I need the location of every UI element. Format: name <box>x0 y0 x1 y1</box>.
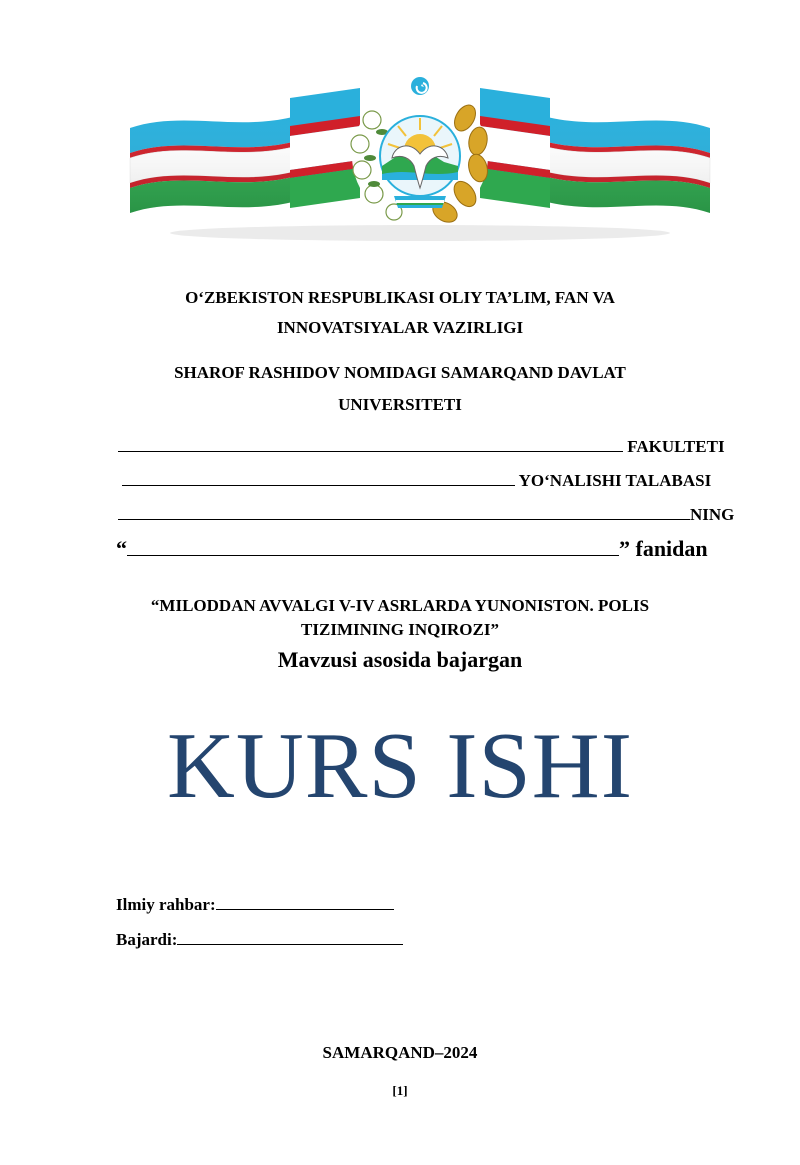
direction-field <box>122 471 742 491</box>
performer-blank-line <box>177 930 403 945</box>
state-emblem-banner <box>120 68 720 243</box>
faculty-blank-line <box>118 437 623 452</box>
page-number: [1] <box>392 1083 408 1098</box>
subject-suffix: ” fanidan <box>619 536 708 561</box>
topic-line2: TIZIMINING INQIROZI” <box>301 620 499 639</box>
subject-blank-line <box>127 539 619 556</box>
university-title-line2: UNIVERSITETI <box>338 395 462 414</box>
student-name-field <box>118 505 743 525</box>
student-name-blank-line <box>118 505 690 520</box>
faculty-label: FAKULTETI <box>627 437 725 456</box>
supervisor-label: Ilmiy rahbar: <box>116 895 216 914</box>
university-title-line1: SHAROF RASHIDOV NOMIDAGI SAMARQAND DAVLAT <box>174 363 626 382</box>
city-year: SAMARQAND–2024 <box>322 1043 478 1062</box>
ning-label: NING <box>690 505 735 524</box>
direction-blank-line <box>122 471 515 486</box>
performer-label: Bajardi: <box>116 930 178 949</box>
performer-field <box>116 930 403 950</box>
faculty-field <box>118 437 743 457</box>
subject-field <box>116 536 736 562</box>
supervisor-blank-line <box>216 895 394 910</box>
supervisor-field <box>116 895 394 915</box>
ministry-title-line1: O‘ZBEKISTON RESPUBLIKASI OLIY TA’LIM, FAN VA <box>185 288 615 307</box>
topic-line1: “MILODDAN AVVALGI V-IV ASRLARDA YUNONISTON. POLIS <box>150 596 650 615</box>
document-type-title: KURS ISHI <box>166 714 633 818</box>
subject-open-quote: “ <box>116 536 127 561</box>
based-on-text: Mavzusi asosida bajargan <box>277 647 523 672</box>
uzbekistan-state-emblem-with-flag-ribbon-icon <box>120 68 720 243</box>
direction-label: YO‘NALISHI TALABASI <box>518 471 712 490</box>
ministry-title-line2: INNOVATSIYALAR VAZIRLIGI <box>276 318 524 337</box>
